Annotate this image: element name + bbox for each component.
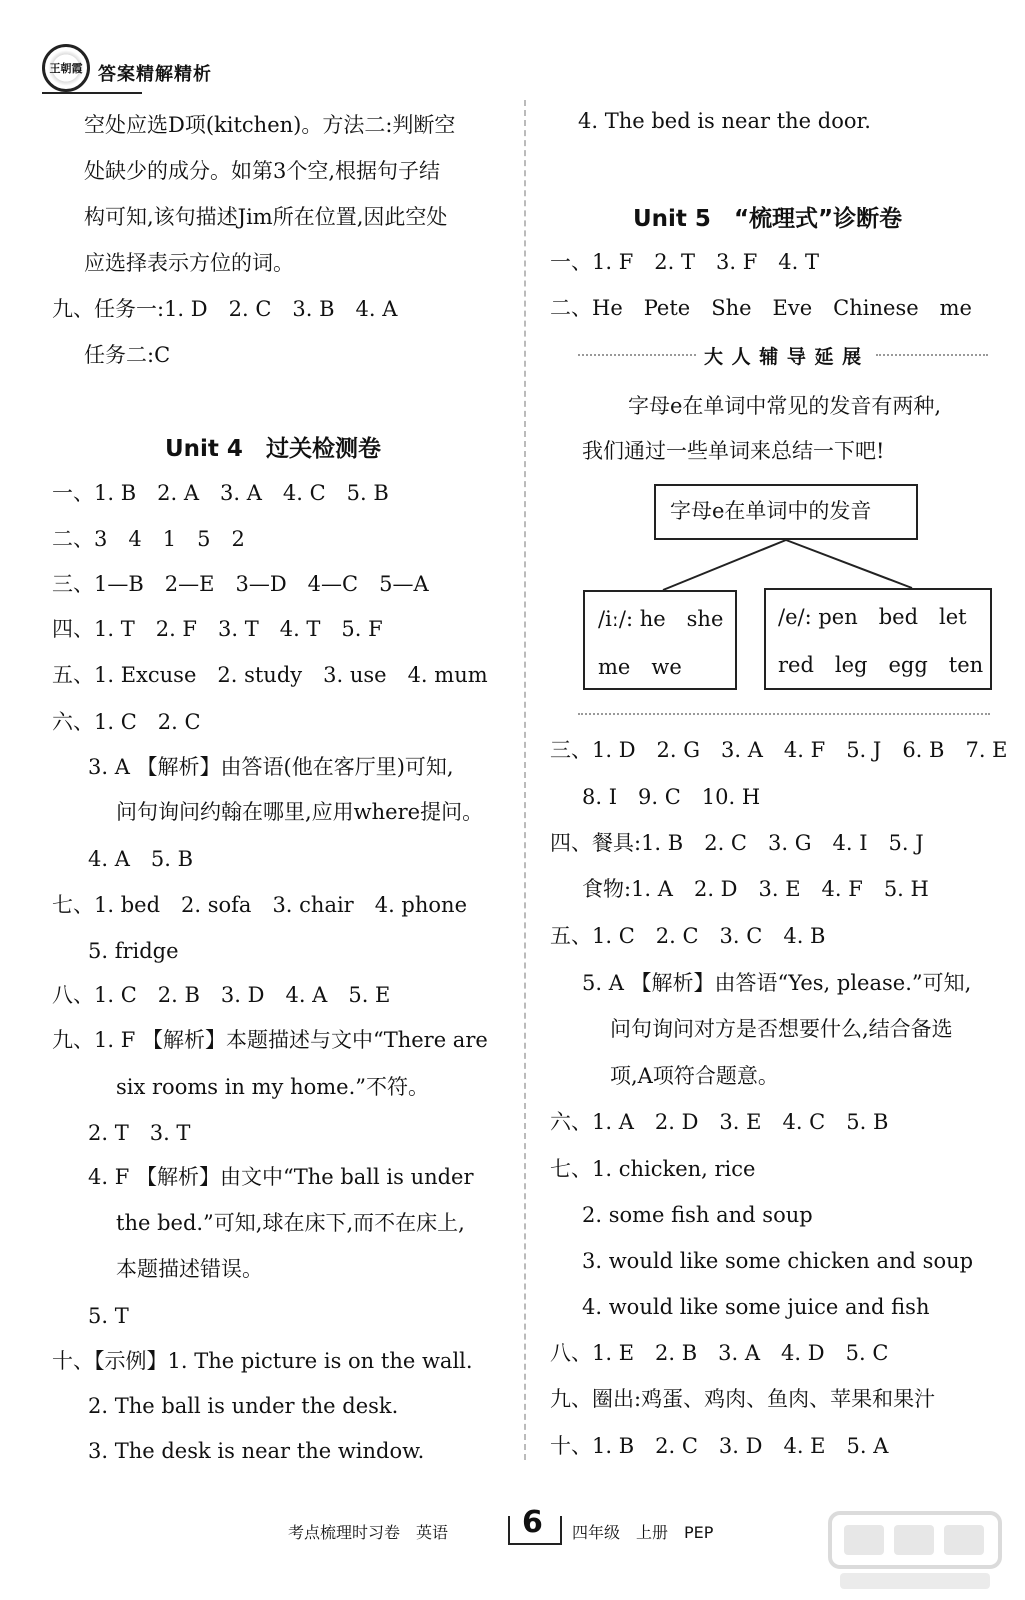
unit5-title: Unit 5 “梳理式”诊断卷 bbox=[633, 206, 903, 232]
answer-line: 2. some fish and soup bbox=[582, 1203, 813, 1227]
extension-title: 大 人 辅 导 延 展 bbox=[704, 346, 863, 368]
footer-left: 考点梳理时习卷 英语 bbox=[288, 1523, 449, 1542]
answer-line: 问句询问约翰在哪里,应用where提问。 bbox=[116, 800, 484, 824]
answer-line: 4. The bed is near the door. bbox=[578, 109, 871, 133]
header-underline bbox=[42, 92, 142, 94]
answer-line: 十、【示例】1. The picture is on the wall. bbox=[52, 1349, 473, 1373]
answer-line: 问句询问对方是否想要什么,结合备选 bbox=[610, 1017, 953, 1041]
answer-line: 七、1. bed 2. sofa 3. chair 4. phone bbox=[52, 893, 467, 917]
diagram-right-line: /e/: pen bed let bbox=[778, 605, 967, 629]
diagram-right-line: red leg egg ten bbox=[778, 653, 984, 677]
answer-line: 4. A 5. B bbox=[88, 847, 194, 871]
connector-line-left bbox=[663, 540, 786, 590]
diagram-left-line: /iː/: he she bbox=[598, 607, 724, 631]
page-number: 6 bbox=[522, 1505, 543, 1540]
text-line: 处缺少的成分。如第3个空,根据句子结 bbox=[84, 159, 441, 183]
answer-line: 四、1. T 2. F 3. T 4. T 5. F bbox=[52, 617, 383, 641]
column-divider bbox=[524, 100, 526, 1460]
answer-line: 一、1. F 2. T 3. F 4. T bbox=[550, 250, 820, 274]
unit4-title: Unit 4 过关检测卷 bbox=[165, 436, 381, 462]
answer-line: 5. fridge bbox=[88, 939, 179, 963]
answer-line: 4. F 【解析】由文中“The ball is under bbox=[88, 1165, 474, 1189]
answer-line: 任务二:C bbox=[84, 343, 171, 367]
answer-line: 3. The desk is near the window. bbox=[88, 1439, 425, 1463]
answer-line: 五、1. Excuse 2. study 3. use 4. mum bbox=[52, 663, 488, 687]
answer-line: 4. would like some juice and fish bbox=[582, 1295, 930, 1319]
footer-right: 四年级 上册 PEP bbox=[572, 1523, 714, 1542]
diagram-left-line: me we bbox=[598, 655, 682, 679]
answer-line: 三、1—B 2—E 3—D 4—C 5—A bbox=[52, 572, 429, 596]
answer-line: 3. A 【解析】由答语(他在客厅里)可知, bbox=[88, 755, 454, 779]
answer-line: 九、圈出:鸡蛋、鸡肉、鱼肉、苹果和果汁 bbox=[550, 1387, 936, 1411]
extension-text: 我们通过一些单词来总结一下吧! bbox=[582, 439, 885, 463]
answer-line: 本题描述错误。 bbox=[116, 1257, 263, 1281]
connector-line-right bbox=[786, 540, 912, 588]
extension-text: 字母e在单词中常见的发音有两种, bbox=[628, 394, 942, 418]
text-line: 应选择表示方位的词。 bbox=[84, 251, 294, 275]
answer-line: six rooms in my home.”不符。 bbox=[116, 1075, 429, 1099]
answer-line: 2. T 3. T bbox=[88, 1121, 191, 1145]
answer-line: the bed.”可知,球在床下,而不在床上, bbox=[116, 1211, 465, 1235]
watermark-logo bbox=[820, 1505, 1010, 1595]
answer-line: 5. T bbox=[88, 1304, 129, 1328]
extension-bottom-divider bbox=[578, 713, 990, 715]
answer-line: 三、1. D 2. G 3. A 4. F 5. J 6. B 7. E bbox=[550, 738, 1008, 762]
answer-line: 八、1. E 2. B 3. A 4. D 5. C bbox=[550, 1341, 889, 1365]
answer-line: 二、3 4 1 5 2 bbox=[52, 527, 245, 551]
extension-divider-right bbox=[876, 354, 988, 356]
answer-line: 十、1. B 2. C 3. D 4. E 5. A bbox=[550, 1434, 889, 1458]
extension-divider-left bbox=[578, 354, 696, 356]
answer-line: 六、1. A 2. D 3. E 4. C 5. B bbox=[550, 1110, 889, 1134]
answer-line: 食物:1. A 2. D 3. E 4. F 5. H bbox=[582, 877, 929, 901]
answer-line: 四、餐具:1. B 2. C 3. G 4. I 5. J bbox=[550, 831, 924, 855]
answer-line: 项,A项符合题意。 bbox=[610, 1064, 779, 1088]
publisher-logo: 王朝霞 bbox=[42, 44, 90, 92]
answer-line: 九、任务一:1. D 2. C 3. B 4. A bbox=[52, 297, 398, 321]
diagram-root-label: 字母e在单词中的发音 bbox=[670, 499, 872, 523]
answer-line: 五、1. C 2. C 3. C 4. B bbox=[550, 924, 826, 948]
answer-line: 2. The ball is under the desk. bbox=[88, 1394, 399, 1418]
answer-line: 5. A 【解析】由答语“Yes, please.”可知, bbox=[582, 971, 972, 995]
answer-line: 八、1. C 2. B 3. D 4. A 5. E bbox=[52, 983, 391, 1007]
text-line: 构可知,该句描述Jim所在位置,因此空处 bbox=[84, 205, 448, 229]
answer-line: 七、1. chicken, rice bbox=[550, 1157, 756, 1181]
header-title: 答案精解精析 bbox=[98, 64, 212, 85]
answer-line: 8. I 9. C 10. H bbox=[582, 785, 761, 809]
answer-line: 六、1. C 2. C bbox=[52, 710, 201, 734]
answer-line: 九、1. F 【解析】本题描述与文中“There are bbox=[52, 1028, 488, 1052]
text-line: 空处应选D项(kitchen)。方法二:判断空 bbox=[84, 113, 456, 137]
answer-line: 3. would like some chicken and soup bbox=[582, 1249, 974, 1273]
answer-line: 一、1. B 2. A 3. A 4. C 5. B bbox=[52, 481, 389, 505]
answer-line: 二、He Pete She Eve Chinese me bbox=[550, 296, 972, 320]
